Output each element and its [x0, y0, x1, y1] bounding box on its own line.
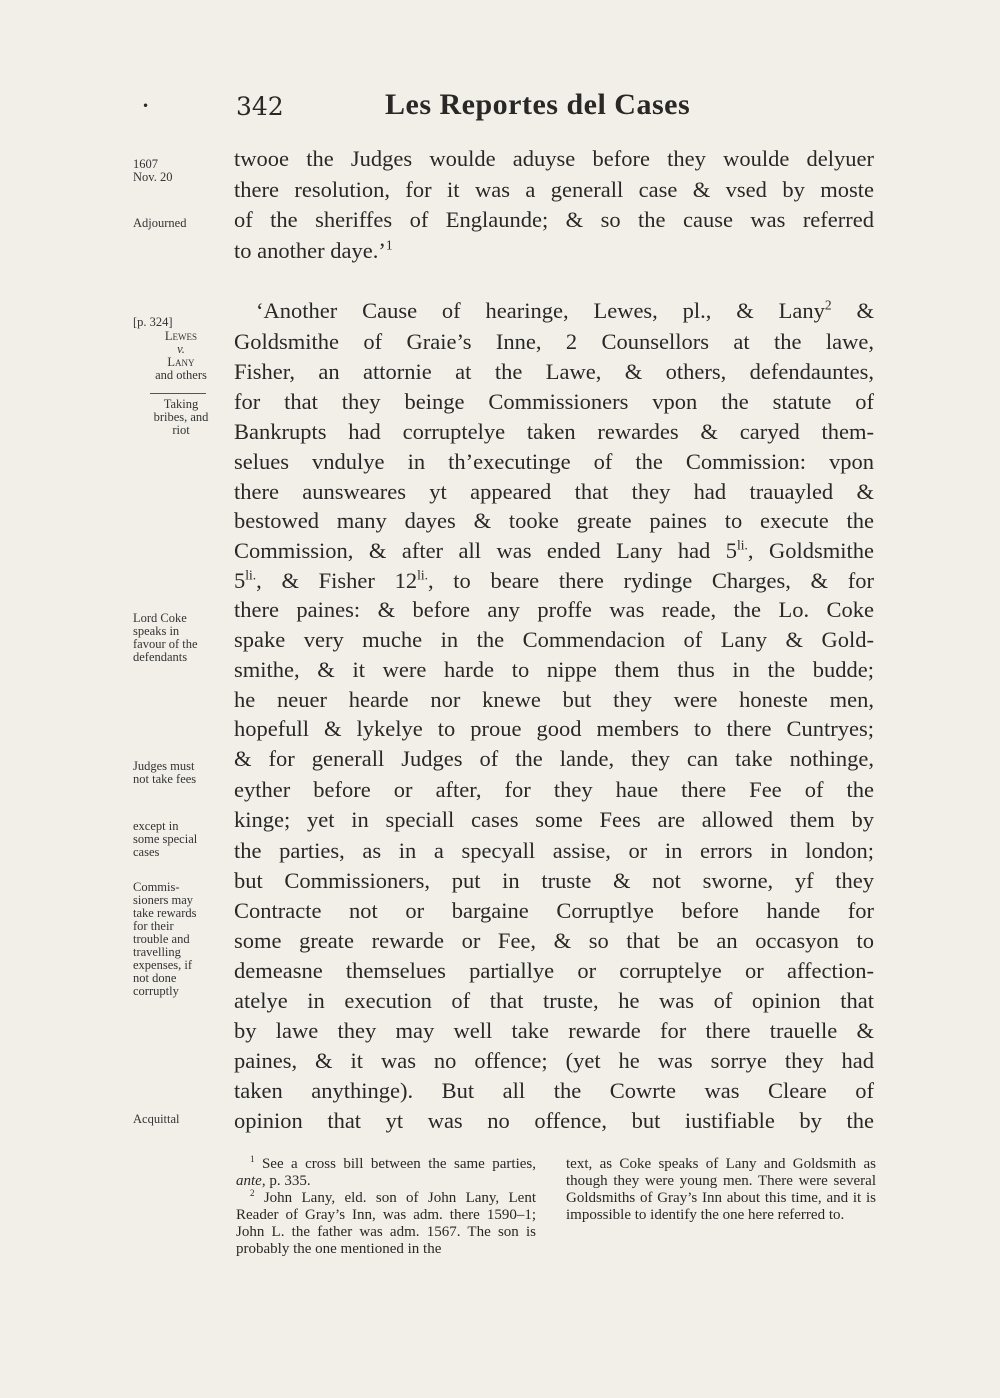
body-line-28: atelye in execution of that truste, he was of opinion that	[234, 988, 874, 1013]
running-head: Les Reportes del Cases	[385, 88, 691, 121]
body-line-25: Contracte not or bargaine Corruptlye before hande for	[234, 898, 874, 923]
body-line-8: for that they beinge Commissioners vpon the statute of	[234, 389, 874, 414]
page-dot: •	[142, 99, 150, 113]
margin-adjourned: Adjourned	[133, 216, 187, 230]
body-line-13	[234, 536, 874, 566]
body-line-14-sup1: li.	[245, 567, 257, 583]
margin-comm-4: for their	[133, 919, 174, 933]
margin-case-name	[133, 330, 229, 382]
footnote-2-mark: 2	[250, 1188, 255, 1198]
body-line-18: he neuer hearde nor knewe but they were honeste men,	[234, 687, 874, 712]
body-line-31: taken anythinge). But all the Cowrte was Cleare of	[234, 1078, 874, 1103]
body-line-5a: ‘Another Cause of hearinge, Lewes, pl., & Lany	[256, 298, 825, 323]
body-line-14	[234, 566, 874, 596]
footnote-1-ante: ante	[236, 1173, 262, 1189]
body-line-12: bestowed many dayes & tooke greate paines to execute the	[234, 508, 874, 533]
footnote-2-continued: text, as Coke speaks of Lany and Goldsmith as though they were young men. There were several Goldsmiths of Gray’s Inn about this time, and it is impossible to identify the one here referred to.	[566, 1156, 876, 1223]
body-line-26: some greate rewarde or Fee, & so that be an occasyon to	[234, 928, 874, 953]
body-line-7: Fisher, an attornie at the Lawe, & others, defendauntes,	[234, 359, 874, 384]
body-line-30: paines, & it was no offence; (yet he was sorrye they had	[234, 1048, 874, 1073]
margin-page-ref: [p. 324]	[133, 315, 173, 329]
margin-except-3: cases	[133, 845, 160, 859]
footnote-ref-2: 2	[824, 297, 832, 313]
body-line-15: there paines: & before any proffe was reade, the Lo. Coke	[234, 597, 874, 622]
margin-taking-2: bribes, and	[153, 410, 209, 424]
margin-coke-1: Lord Coke	[133, 611, 187, 625]
margin-date-year: 1607	[133, 157, 158, 171]
margin-coke-3: favour of the	[133, 637, 198, 651]
margin-comm-5: trouble and	[133, 932, 190, 946]
margin-coke	[133, 612, 229, 664]
body-line-22: kinge; yet in speciall cases some Fees are allowed them by	[234, 807, 874, 832]
body-line-13b: , Goldsmithe	[747, 538, 875, 563]
page-number: 342	[236, 92, 284, 121]
margin-except-2: some special	[133, 832, 198, 846]
body-line-27: demeasne themselues partiallye or corruptelye or affection-	[234, 958, 874, 983]
body-line-19: hopefull & lykelye to proue good members to there Cuntryes;	[234, 716, 874, 741]
margin-taking-1: Taking	[163, 397, 199, 411]
margin-coke-2: speaks in	[133, 624, 180, 638]
body-line-5b: &	[856, 298, 874, 323]
body-line-11: there aunsweares yt appeared that they had trauayled &	[234, 479, 874, 504]
body-line-14c: , to beare there rydinge Charges, & for	[427, 568, 874, 593]
margin-judges	[133, 760, 229, 786]
margin-case-party1: Lewes	[164, 329, 198, 343]
margin-coke-4: defendants	[133, 650, 188, 664]
footnote-1	[236, 1156, 536, 1190]
footnote-ref-1: 1	[385, 237, 393, 253]
footnote-1-text: See a cross bill between the same parties,	[261, 1156, 536, 1172]
body-line-32: opinion that yt was no offence, but iustifiable by the	[234, 1108, 874, 1133]
body-line-17: smithe, & it were harde to nippe them thus in the budde;	[234, 657, 874, 682]
footnote-2	[236, 1190, 536, 1258]
footnotes-left	[236, 1156, 536, 1258]
body-line-13-sup: li.	[737, 537, 748, 553]
body-line-23: the parties, as in a specyall assise, or in errors in london;	[234, 838, 874, 863]
body-line-4	[234, 236, 874, 266]
footnote-1-page: , p. 335.	[261, 1173, 311, 1189]
margin-divider	[150, 393, 206, 394]
body-line-14b: , & Fisher 12	[256, 568, 418, 593]
body-line-9: Bankrupts had corruptelye taken rewardes & caryed them-	[234, 419, 874, 444]
body-line-16: spake very muche in the Commendacion of Lany & Gold-	[234, 627, 874, 652]
margin-except	[133, 820, 229, 859]
margin-date	[133, 158, 229, 184]
body-line-29: by lawe they may well take rewarde for there trauelle &	[234, 1018, 874, 1043]
margin-acquittal: Acquittal	[133, 1112, 180, 1126]
margin-except-1: except in	[133, 819, 179, 833]
body-line-21: eyther before or after, for they haue there Fee of the	[234, 777, 874, 802]
body-line-10: selues vndulye in th’executinge of the Commission: vpon	[234, 449, 874, 474]
margin-case-party2: Lany	[167, 355, 195, 369]
body-line-20: & for generall Judges of the lande, they can take nothinge,	[234, 746, 874, 771]
margin-commissioners	[133, 881, 229, 998]
body-line-13a: Commission, & after all was ended Lany had 5	[234, 538, 738, 563]
body-line-1: twooe the Judges woulde aduyse before they woulde delyuer	[234, 146, 874, 171]
body-line-6: Goldsmithe of Graie’s Inne, 2 Counsellors at the lawe,	[234, 329, 874, 354]
footnote-2-text: John Lany, eld. son of John Lany, Lent Reader of Gray’s Inn, was adm. there 1590–1; John L. the father was adm. 1567. The son is probably the one mentioned in the	[236, 1190, 536, 1257]
margin-comm-2: sioners may	[133, 893, 194, 907]
margin-date-day: Nov. 20	[133, 170, 173, 184]
body-line-2: there resolution, for it was a generall case & vsed by moste	[234, 177, 874, 202]
margin-comm-8: not done	[133, 971, 177, 985]
body-line-5	[234, 296, 874, 326]
margin-case-others: and others	[155, 368, 207, 382]
margin-comm-6: travelling	[133, 945, 181, 959]
body-line-4-text: to another daye.’	[234, 238, 386, 263]
margin-judges-2: not take fees	[133, 772, 197, 786]
margin-comm-9: corruptly	[133, 984, 179, 998]
margin-judges-1: Judges must	[133, 759, 195, 773]
margin-comm-1: Commis-	[133, 880, 180, 894]
footnote-1-mark: 1	[250, 1154, 255, 1164]
body-line-14-sup2: li.	[417, 567, 428, 583]
margin-case-v: v.	[177, 342, 185, 356]
margin-taking	[133, 398, 229, 437]
margin-comm-3: take rewards	[133, 906, 197, 920]
footnotes-right	[566, 1156, 876, 1224]
margin-taking-3: riot	[172, 423, 190, 437]
body-line-3: of the sheriffes of Englaunde; & so the cause was referred	[234, 207, 874, 232]
body-line-14a: 5	[234, 568, 246, 593]
body-line-24: but Commissioners, put in truste & not sworne, yf they	[234, 868, 874, 893]
margin-comm-7: expenses, if	[133, 958, 193, 972]
